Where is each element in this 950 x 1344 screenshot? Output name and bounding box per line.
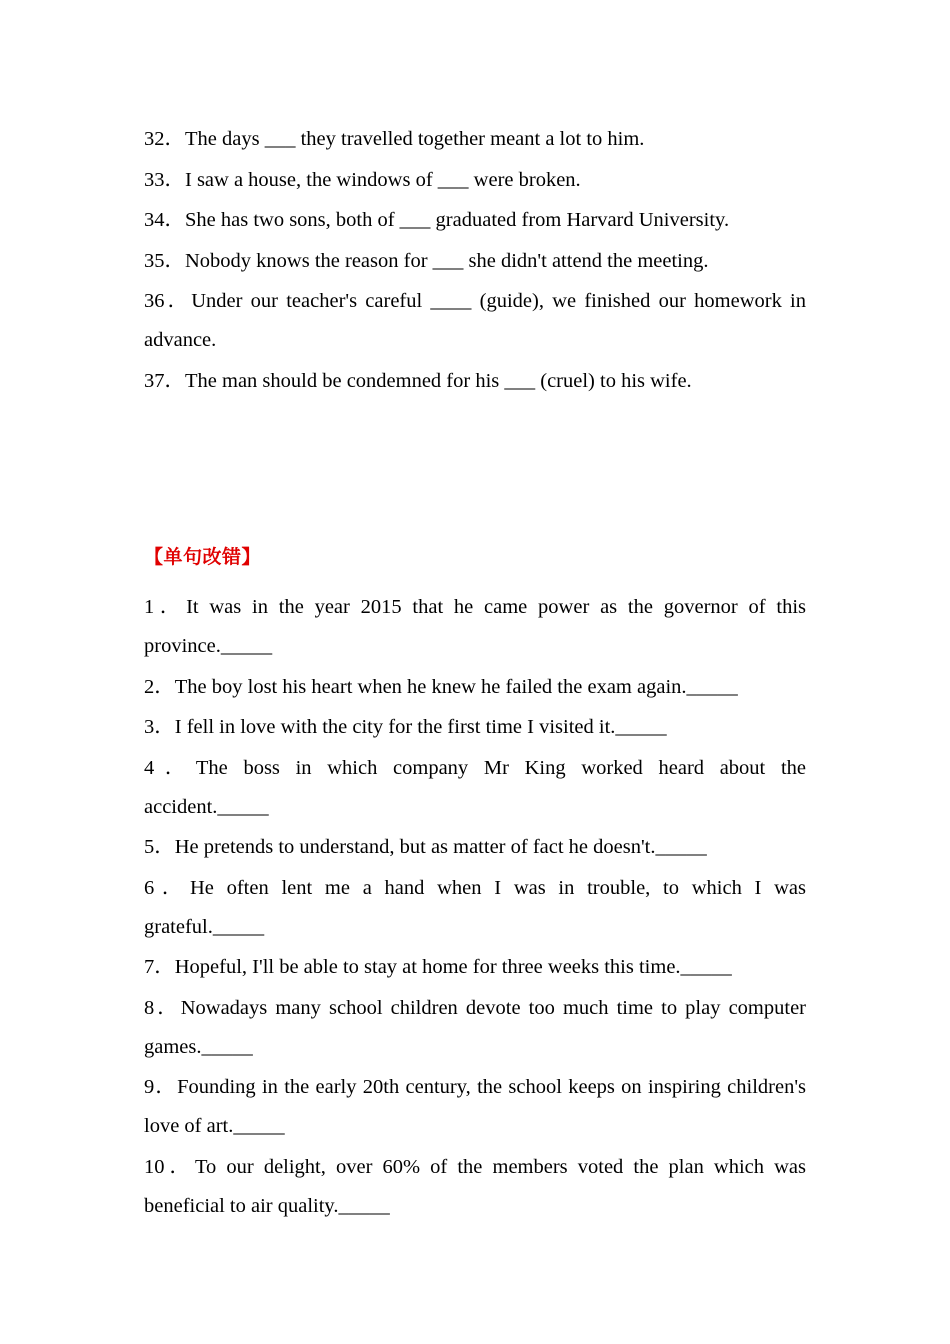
item-text: It was in the year 2015 that he came power as the governor of this province._____ — [144, 596, 806, 657]
fill-blank-item: 34．She has two sons, both of ___ graduated from Harvard University. — [144, 209, 730, 231]
correction-item: 2．The boy lost his heart when he knew he failed the exam again._____ — [144, 675, 738, 698]
item-number: 34 — [144, 209, 165, 231]
item-number: 7 — [144, 956, 155, 978]
item-number: 33 — [144, 168, 165, 191]
fill-blank-section — [144, 120, 806, 401]
item-number: 6 — [144, 876, 155, 899]
item-number: 37 — [144, 369, 165, 392]
item-number: 36 — [144, 290, 165, 312]
item-text: The boy lost his heart when he knew he failed the exam again._____ — [174, 675, 738, 698]
item-number: 2 — [144, 675, 155, 698]
item-number: 4 — [144, 756, 155, 779]
item-text: He pretends to understand, but as matter of fact he doesn't._____ — [174, 836, 707, 858]
fill-blank-item: 37．The man should be condemned for his ___ (cruel) to his wife. — [144, 369, 692, 392]
item-text: The man should be condemned for his ___ (cruel) to his wife. — [185, 369, 692, 392]
correction-item: 4．The boss in which company Mr King worked heard about the accident._____ — [144, 756, 806, 818]
item-text: Nowadays many school children devote too much time to play computer games._____ — [144, 996, 807, 1058]
item-number: 9 — [144, 1076, 155, 1098]
item-number: 35 — [144, 249, 165, 272]
item-text: I fell in love with the city for the first time I visited it._____ — [174, 716, 667, 738]
item-text: Nobody knows the reason for ___ she didn't attend the meeting. — [185, 249, 709, 272]
item-number: 3 — [144, 716, 155, 738]
fill-blank-item: 35．Nobody knows the reason for ___ she didn't attend the meeting. — [144, 249, 709, 272]
correction-item: 8．Nowadays many school children devote too much time to play computer games._____ — [144, 996, 807, 1058]
item-text: To our delight, over 60% of the members voted the plan which was beneficial to air quality._____ — [144, 1155, 807, 1217]
item-text: He often lent me a hand when I was in trouble, to which I was grateful._____ — [144, 876, 806, 938]
item-text: Founding in the early 20th century, the school keeps on inspiring children's love of art._____ — [144, 1076, 806, 1137]
fill-blank-item: 36．Under our teacher's careful ____ (guide), we finished our homework in advance. — [144, 290, 807, 351]
correction-item: 9．Founding in the early 20th century, the school keeps on inspiring children's love of art._____ — [144, 1076, 806, 1137]
item-number: 10 — [144, 1155, 165, 1178]
fill-blank-item: 33．I saw a house, the windows of ___ were broken. — [144, 168, 581, 191]
correction-item: 1．It was in the year 2015 that he came power as the governor of this province._____ — [144, 596, 806, 657]
correction-item: 3．I fell in love with the city for the first time I visited it._____ — [144, 716, 667, 738]
item-text: The days ___ they travelled together meant a lot to him. — [185, 128, 645, 150]
item-number: 8 — [144, 996, 155, 1019]
item-text: Hopeful, I'll be able to stay at home for three weeks this time._____ — [174, 956, 732, 978]
correction-item: 5．He pretends to understand, but as matter of fact he doesn't._____ — [144, 836, 707, 858]
item-number: 5 — [144, 836, 155, 858]
item-text: I saw a house, the windows of ___ were broken. — [185, 168, 581, 191]
correction-item: 7．Hopeful, I'll be able to stay at home for three weeks this time._____ — [144, 956, 732, 978]
item-text: She has two sons, both of ___ graduated from Harvard University. — [185, 209, 730, 231]
fill-blank-item: 32．The days ___ they travelled together meant a lot to him. — [144, 128, 645, 150]
correction-item: 6．He often lent me a hand when I was in trouble, to which I was grateful._____ — [144, 876, 806, 938]
item-text: The boss in which company Mr King worked heard about the accident._____ — [144, 756, 806, 818]
correction-item: 10．To our delight, over 60% of the members voted the plan which was beneficial to air quality._____ — [144, 1155, 807, 1217]
document-page — [144, 120, 806, 1227]
correction-section — [144, 588, 806, 1226]
item-number: 1 — [144, 596, 155, 618]
item-number: 32 — [144, 128, 165, 150]
section-heading: 【单句改错】 — [144, 546, 262, 568]
item-text: Under our teacher's careful ____ (guide), we finished our homework in advance. — [144, 290, 807, 351]
